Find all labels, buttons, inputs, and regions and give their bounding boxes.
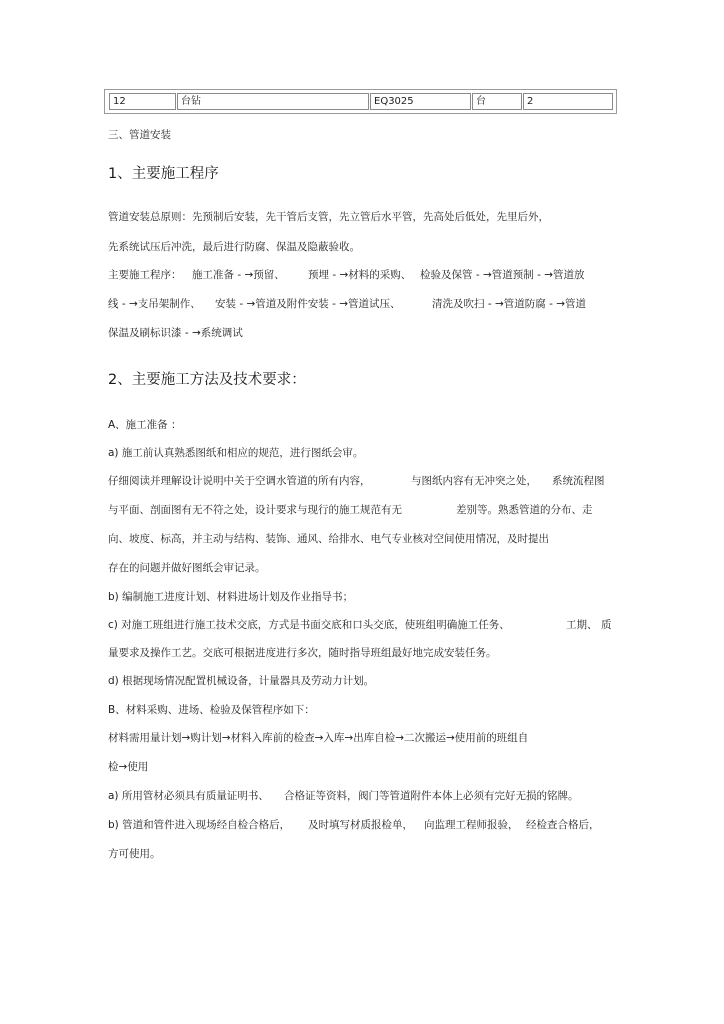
paragraph-line: 检→使用	[108, 761, 149, 773]
table-cell-number: 12	[109, 93, 176, 110]
table-cell-model: EQ3025	[370, 93, 471, 110]
text-segment: 与图纸内容有无冲突之处，	[411, 475, 537, 487]
paragraph-line: 量要求及操作工艺。交底可根据进度进行多次，随时指导班组最好地完成安装任务。	[108, 647, 497, 659]
paragraph-line	[108, 618, 618, 632]
text-segment: 预埋 - →材料的采购、	[308, 269, 412, 281]
paragraph-line: 材料需用量计划→购计划→材料入库前的检查→入库→出库自检→二次搬运→使用前的班组自	[108, 732, 529, 744]
text-segment: a) 所用管材必须具有质量证明书、	[108, 790, 269, 802]
text-segment: 清洗及吹扫 - →管道防腐 - →管道	[432, 298, 587, 310]
text-segment: 仔细阅读并理解设计说明中关于空调水管道的所有内容，	[108, 475, 371, 487]
table-cell-unit: 台	[472, 93, 522, 110]
list-item: d) 根据现场情况配置机械设备，计量器具及劳动力计划。	[108, 675, 375, 687]
paragraph-line	[108, 818, 608, 832]
text-segment: 阀门等管道附件本体上必须有完好无损的铭牌。	[358, 790, 579, 802]
text-segment: 差别等。熟悉管道的分布、走	[456, 504, 593, 516]
text-segment: 工期、	[566, 619, 598, 631]
text-segment: b) 管道和管件进入现场经自检合格后，	[108, 819, 291, 831]
paragraph-line	[108, 503, 608, 517]
text-segment: 质	[601, 619, 612, 631]
text-segment: 施工准备 - →预留、	[192, 269, 285, 281]
text-segment: 经检查合格后，	[526, 819, 600, 831]
heading-methods: 2、主要施工方法及技术要求：	[108, 372, 306, 388]
text-segment: 安装 - →管道及附件安装 - →管道试压、	[215, 298, 401, 310]
text-segment: 与平面、剖面图有无不符之处，设计要求与现行的施工规范有无	[108, 504, 402, 516]
list-item: a) 施工前认真熟悉图纸和相应的规范，进行图纸会审。	[108, 447, 364, 459]
text-segment: 线 - →支吊架制作、	[108, 298, 201, 310]
heading-main-procedure: 1、主要施工程序	[108, 166, 219, 182]
procedure-line-1	[108, 268, 608, 282]
list-item: b) 编制施工进度计划、材料进场计划及作业指导书；	[108, 591, 354, 603]
subsection-title: B、材料采购、进场、检验及保管程序如下：	[108, 704, 315, 716]
text-segment: 检验及保管 - →管道预制 - →管道放	[420, 269, 585, 281]
table-cell-quantity: 2	[523, 93, 613, 110]
subsection-title: A、施工准备 ：	[108, 419, 182, 431]
procedure-line-2	[108, 297, 608, 311]
paragraph-line: 管道安装总原则：先预制后安装，先干管后支管，先立管后水平管，先高处后低处，先里后外，	[108, 211, 549, 223]
paragraph-line: 向、坡度、标高，并主动与结构、装饰、通风、给排水、电气专业核对空间使用情况，及时提出	[108, 533, 549, 545]
text-segment: 及时填写材质报检单，	[308, 819, 413, 831]
text-segment: 系统流程图	[552, 475, 605, 487]
text-segment: 主要施工程序：	[108, 269, 182, 281]
paragraph-line	[108, 789, 608, 803]
table-cell-name: 台钻	[177, 93, 369, 110]
text-segment: 向监理工程师报验，	[424, 819, 519, 831]
paragraph-line	[108, 474, 608, 488]
equipment-table-row	[104, 89, 617, 114]
paragraph-line: 保温及刷标识漆 - →系统调试	[108, 327, 243, 339]
section-title: 三、管道安装	[108, 129, 171, 141]
paragraph-line: 方可使用。	[108, 848, 161, 860]
text-segment: 合格证等资料，	[284, 790, 358, 802]
text-segment: c) 对施工班组进行施工技术交底，方式是书面交底和口头交底，使班组明确施工任务、	[108, 619, 510, 631]
paragraph-line: 先系统试压后冲洗，最后进行防腐、保温及隐蔽验收。	[108, 241, 360, 253]
paragraph-line: 存在的问题并做好图纸会审记录。	[108, 562, 266, 574]
